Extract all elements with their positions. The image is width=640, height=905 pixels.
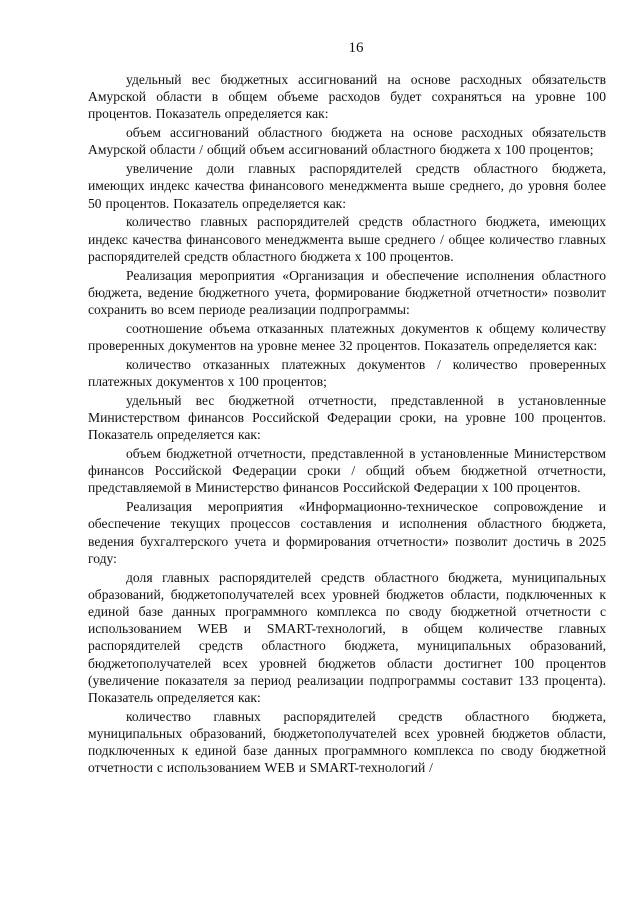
paragraph-12: количество главных распорядителей средств областного бюджета, муниципальных образований, бюджетополучателей всех уровней бюджетов области, подключенных к единой базе данных программного комплекса по своду бюджетной отчетности с использованием WEB и SMART-технологий /: [88, 708, 606, 776]
paragraph-11: доля главных распорядителей средств областного бюджета, муниципальных образований, бюджетополучателей всех уровней бюджетов области, подключенных к единой базе данных программного комплекса по своду бюджетной отчетности с использованием WEB и SMART-технологий, в общем количестве главных распорядителей средств областного бюджета, муниципальных образований, бюджетополучателей всех уровней бюджетов области достигнет 100 процентов (увеличение показателя за период реализации подпрограммы составит 133 процента). Показатель определяется как:: [88, 569, 606, 706]
paragraph-5: Реализация мероприятия «Организация и обеспечение исполнения областного бюджета, ведение бюджетного учета, формирование бюджетной отчетности» позволит сохранить во всем периоде реализации подпрограммы:: [88, 267, 606, 318]
paragraph-1: удельный вес бюджетных ассигнований на основе расходных обязательств Амурской области в общем объеме расходов будет сохраняться на уровне 100 процентов. Показатель определяется как:: [88, 72, 606, 122]
body-text: [88, 71, 606, 777]
paragraph-7: количество отказанных платежных документов / количество проверенных платежных документов х 100 процентов;: [88, 356, 606, 390]
paragraph-3: увеличение доли главных распорядителей средств областного бюджета, имеющих индекс качества финансового менеджмента выше среднего, до уровня более 50 процентов. Показатель определяется как:: [88, 161, 606, 211]
paragraph-8: удельный вес бюджетной отчетности, представленной в установленные Министерством финансов Российской Федерации сроки, на уровне 100 процентов. Показатель определяется как:: [88, 392, 606, 443]
paragraph-4: количество главных распорядителей средств областного бюджета, имеющих индекс качества финансового менеджмента выше среднего / общее количество главных распорядителей средств областного бюджета х 100 процентов.: [88, 214, 606, 264]
paragraph-6: соотношение объема отказанных платежных документов к общему количеству проверенных документов на уровне менее 32 процентов. Показатель определяется как:: [88, 320, 606, 354]
paragraph-9: объем бюджетной отчетности, представленной в установленные Министерством финансов Российской Федерации сроки / общий объем бюджетной отчетности, представляемой в Министерство финансов Российской Федерации х 100 процентов.: [88, 446, 606, 496]
page-number: 16: [348, 40, 364, 56]
paragraph-10: Реализация мероприятия «Информационно-техническое сопровождение и обеспечение текущих процессов составления и исполнения областного бюджета, ведения бухгалтерского учета и формирования отчетности» позволит достичь в 2025 году:: [88, 499, 606, 566]
paragraph-2: объем ассигнований областного бюджета на основе расходных обязательств Амурской области / общий объем ассигнований областного бюджета х 100 процентов;: [88, 125, 606, 158]
